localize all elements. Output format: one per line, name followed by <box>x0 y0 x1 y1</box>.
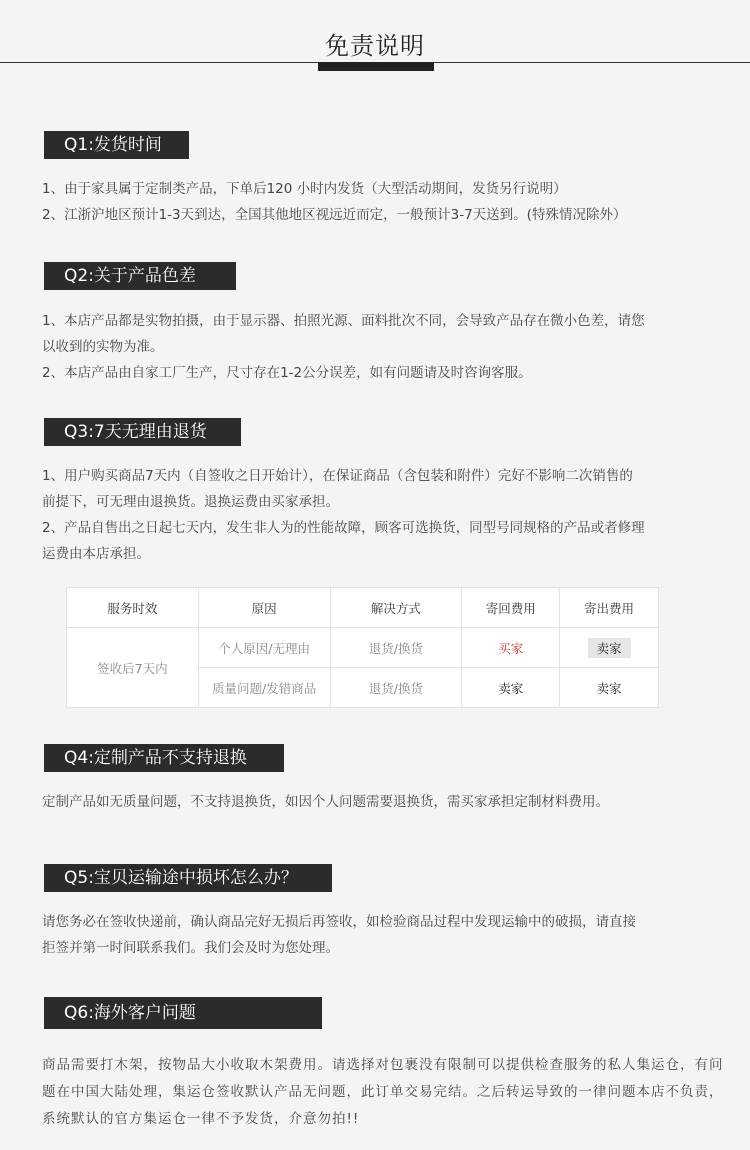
page-title: 免责说明 <box>325 32 425 60</box>
solution-cell: 退货/换货 <box>330 628 462 668</box>
table-header-cell: 寄出费用 <box>560 588 659 628</box>
solution-cell: 退货/换货 <box>330 668 462 708</box>
table-header-cell: 解决方式 <box>330 588 462 628</box>
q2-line-1: 1、本店产品都是实物拍摄，由于显示器、拍照光源、面料批次不同，会导致产品存在微小色差，请您 <box>42 313 645 329</box>
table-header-cell: 寄回费用 <box>462 588 560 628</box>
q6-body <box>42 1052 730 1133</box>
reason-cell: 个人原因/无理由 <box>198 628 330 668</box>
q4-body <box>42 789 714 815</box>
q2-heading: Q2:关于产品色差 <box>44 262 236 290</box>
send-fee-tag: 卖家 <box>588 638 631 658</box>
service-table <box>66 587 659 708</box>
send-fee-cell: 卖家 <box>560 668 659 708</box>
q6-heading: Q6:海外客户问题 <box>44 997 322 1029</box>
q1-body <box>42 176 714 228</box>
q4-heading: Q4:定制产品不支持退换 <box>44 744 284 772</box>
q1-heading: Q1:发货时间 <box>44 131 189 159</box>
return-fee-cell: 买家 <box>462 628 560 668</box>
q5-body <box>42 909 714 961</box>
page-header <box>0 0 750 75</box>
title-underline-bar <box>318 62 434 71</box>
send-fee-cell <box>560 628 659 668</box>
table-header-row <box>67 588 659 628</box>
q2-line-2: 以收到的实物为准。 <box>42 339 164 355</box>
q6-paragraph: 商品需要打木架，按物品大小收取木架费用。请选择对包裹没有限制可以提供检查服务的私人集运仓，有问题在中国大陆处理，集运仓签收默认产品无问题，此订单交易完结。之后转运导致的一律问题本店不负责，系统默认的官方集运仓一律不予发货，介意勿拍!! <box>42 1057 724 1127</box>
q3-heading: Q3:7天无理由退货 <box>44 418 241 446</box>
return-fee-cell: 卖家 <box>462 668 560 708</box>
q1-line-1: 1、由于家具属于定制类产品，下单后120 小时内发货（大型活动期间，发货另行说明） <box>42 181 567 197</box>
table-header-cell: 原因 <box>198 588 330 628</box>
q3-line-4: 运费由本店承担。 <box>42 546 150 562</box>
q3-line-2: 前提下，可无理由退换货。退换运费由买家承担。 <box>42 494 339 510</box>
table-header-cell: 服务时效 <box>67 588 199 628</box>
q5-line-2: 拒签并第一时间联系我们。我们会及时为您处理。 <box>42 940 339 956</box>
q5-line-1: 请您务必在签收快递前，确认商品完好无损后再签收，如检验商品过程中发现运输中的破损，请直接 <box>42 914 636 930</box>
q5-heading: Q5:宝贝运输途中损坏怎么办？ <box>44 864 332 892</box>
reason-cell: 质量问题/发错商品 <box>198 668 330 708</box>
q3-body <box>42 463 714 567</box>
q4-line-1: 定制产品如无质量问题，不支持退换货，如因个人问题需要退换货，需买家承担定制材料费用。 <box>42 794 609 810</box>
table-row <box>67 628 659 668</box>
q2-body <box>42 308 714 386</box>
q1-line-2: 2、江浙沪地区预计1-3天到达，全国其他地区视远近而定，一般预计3-7天送到。(特殊情况除外） <box>42 207 627 223</box>
q3-line-1: 1、用户购买商品7天内（自签收之日开始计），在保证商品（含包装和附件）完好不影响二次销售的 <box>42 468 633 484</box>
q2-line-3: 2、本店产品由自家工厂生产，尺寸存在1-2公分误差，如有问题请及时咨询客服。 <box>42 365 532 381</box>
q3-line-3: 2、产品自售出之日起七天内，发生非人为的性能故障，顾客可选换货，同型号同规格的产品或者修理 <box>42 520 645 536</box>
period-cell: 签收后7天内 <box>67 628 199 708</box>
